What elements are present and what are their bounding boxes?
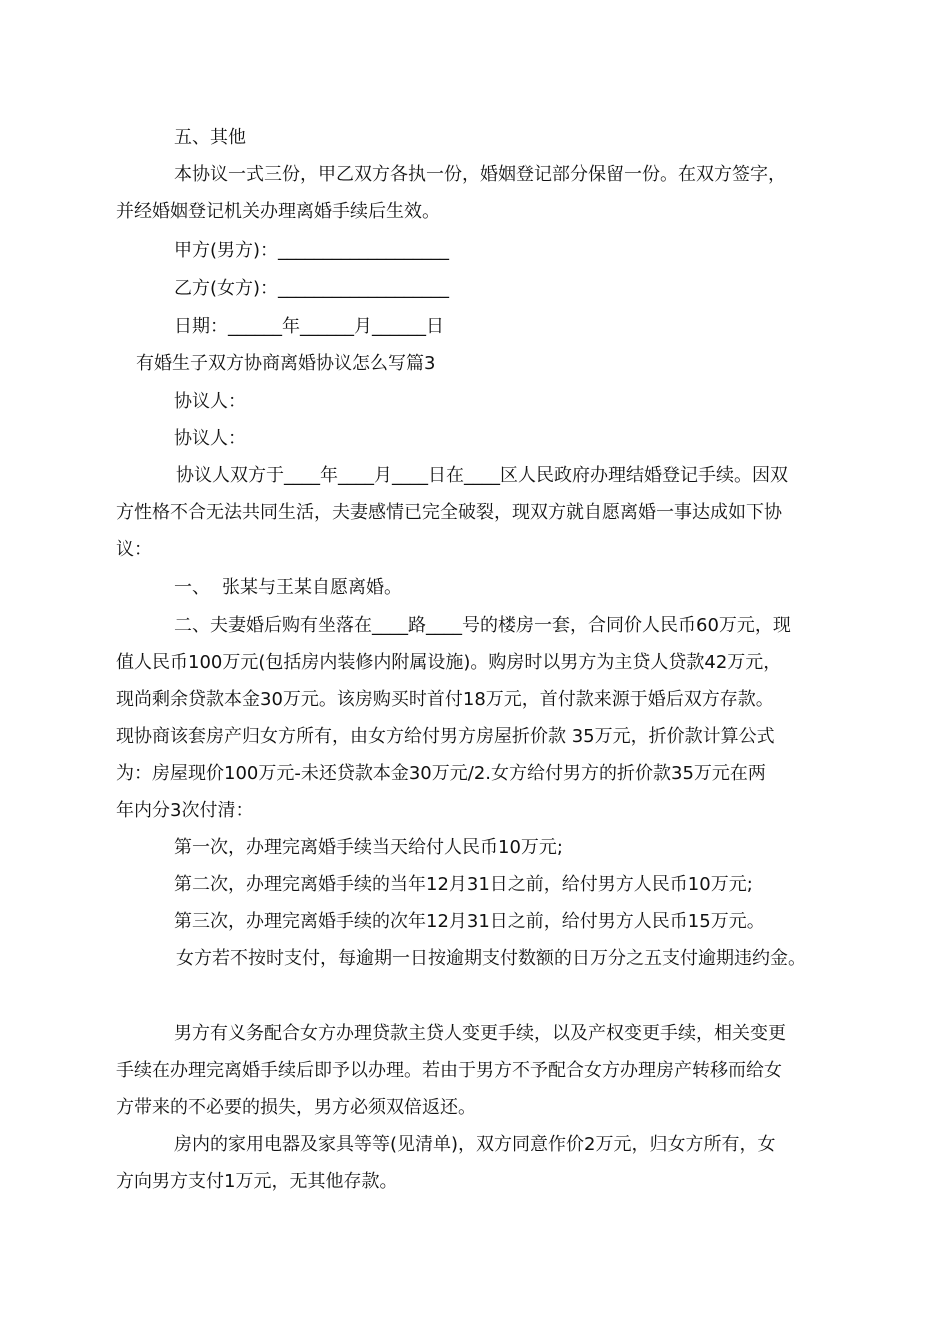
- paragraph-copies-line-1: 本协议一式三份，甲乙双方各执一份，婚姻登记部分保留一份。在双方签字，: [174, 164, 786, 185]
- duty-line-2: 手续在办理完离婚手续后即予以办理。若由于男方不予配合女方办理房产转移而给女: [116, 1060, 782, 1081]
- item-2-line-2: 值人民币100万元(包括房内装修内附属设施)。购房时以男方为主贷人贷款42万元，: [116, 652, 782, 673]
- payment-1: 第一次，办理完离婚手续当天给付人民币10万元;: [174, 837, 563, 858]
- item-2-line-6: 年内分3次付清：: [116, 800, 254, 821]
- payment-3: 第三次，办理完离婚手续的次年12月31日之前，给付男方人民币15万元。: [174, 911, 765, 932]
- item-1-number: 一、: [174, 577, 210, 598]
- section-5-heading: 五、其他: [174, 127, 246, 148]
- item-1-text: 张某与王某自愿离婚。: [222, 577, 402, 598]
- payment-2: 第二次，办理完离婚手续的当年12月31日之前，给付男方人民币10万元;: [174, 874, 753, 895]
- item-2-line-3: 现尚剩余贷款本金30万元。该房购买时首付18万元，首付款来源于婚后双方存款。: [116, 689, 774, 710]
- intro-line-1: 协议人双方于____年____月____日在____区人民政府办理结婚登记手续。因双: [176, 465, 788, 486]
- paragraph-copies-line-2: 并经婚姻登记机关办理离婚手续后生效。: [116, 201, 440, 222]
- intro-line-2: 方性格不合无法共同生活，夫妻感情已完全破裂，现双方就自愿离婚一事达成如下协: [116, 502, 782, 523]
- signature-party-a: 甲方(男方)：___________________: [174, 240, 450, 261]
- item-1: [174, 576, 402, 600]
- duty-line-1: 男方有义务配合女方办理贷款主贷人变更手续，以及产权变更手续，相关变更: [174, 1023, 786, 1044]
- item-2-line-1: 二、夫妻婚后购有坐落在____路____号的楼房一套，合同价人民币60万元，现: [174, 615, 791, 636]
- penalty-clause: 女方若不按时支付，每逾期一日按逾期支付数额的日万分之五支付逾期违约金。: [176, 948, 806, 969]
- appliance-line-2: 方向男方支付1万元，无其他存款。: [116, 1171, 398, 1192]
- signature-date: 日期：______年______月______日: [174, 316, 444, 337]
- signature-party-b: 乙方(女方)：___________________: [174, 278, 450, 299]
- agreer-1: 协议人：: [174, 391, 246, 412]
- agreer-2: 协议人：: [174, 428, 246, 449]
- item-2-line-4: 现协商该套房产归女方所有，由女方给付男方房屋折价款 35万元，折价款计算公式: [116, 726, 775, 747]
- intro-line-3: 议：: [116, 539, 152, 560]
- appliance-line-1: 房内的家用电器及家具等等(见清单)，双方同意作价2万元，归女方所有，女: [174, 1134, 776, 1155]
- section-title-3: 有婚生子双方协商离婚协议怎么写篇3: [136, 353, 436, 374]
- duty-line-3: 方带来的不必要的损失，男方必须双倍返还。: [116, 1097, 476, 1118]
- item-2-line-5: 为：房屋现价100万元-未还贷款本金30万元/2.女方给付男方的折价款35万元在两: [116, 763, 766, 784]
